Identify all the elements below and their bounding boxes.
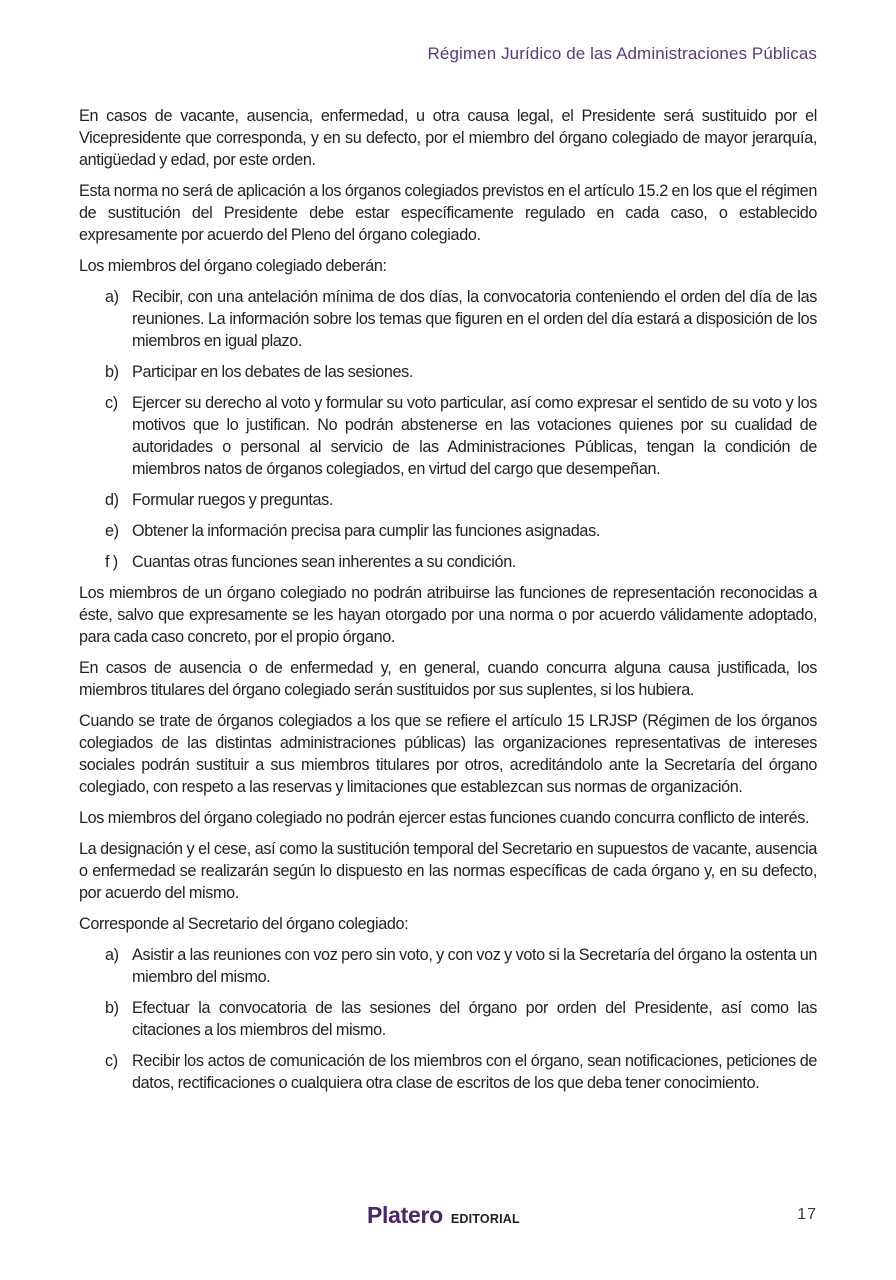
list-item-text: Recibir, con una antelación mínima de dos días, la convocatoria conteniendo el orden del día de las reuniones. La información sobre los temas que figuren en el orden del día estará a disposición de los miembros en igual plazo. — [132, 288, 817, 350]
list-marker: c) — [105, 1052, 118, 1070]
publisher-logo — [367, 1202, 520, 1229]
running-header-title: Régimen Jurídico de las Administraciones Públicas — [427, 44, 817, 63]
list-item-text: Obtener la información precisa para cumplir las funciones asignadas. — [132, 522, 600, 540]
paragraph-secretary-duties-intro: Corresponde al Secretario del órgano colegiado: — [79, 915, 409, 933]
list-item-text: Efectuar la convocatoria de las sesiones del órgano por orden del Presidente, así como las citaciones a los miembros del mismo. — [132, 999, 817, 1039]
paragraph-representation-functions: Los miembros de un órgano colegiado no podrán atribuirse las funciones de representación reconocidas a éste, salvo que expresamente se les hayan otorgado por una norma o por acuerdo válidamente adoptado, para cada caso concreto, por el propio órgano. — [79, 584, 817, 646]
paragraph-substitutes: En casos de ausencia o de enfermedad y, en general, cuando concurra alguna causa justificada, los miembros titulares del órgano colegiado serán sustituidos por sus suplentes, si los hubiera. — [79, 659, 817, 699]
list-item-text: Ejercer su derecho al voto y formular su voto particular, así como expresar el sentido de su voto y los motivos que lo justifican. No podrán abstenerse en las votaciones quienes por su cualidad de autoridades o personal al servicio de las Administraciones Públicas, tengan la condición de miembros natos de órganos colegiados, en virtud del cargo que desempeñan. — [132, 394, 817, 478]
list-item-text: Participar en los debates de las sesiones. — [132, 363, 414, 381]
list-item — [79, 361, 817, 383]
list-marker: b) — [105, 363, 119, 381]
list-item — [79, 286, 817, 352]
list-marker: c) — [105, 394, 118, 412]
list-marker: d) — [105, 491, 119, 509]
list-marker: f ) — [105, 553, 118, 571]
list-item — [79, 520, 817, 542]
list-item — [79, 489, 817, 511]
list-marker: a) — [105, 288, 119, 306]
paragraph-conflict-of-interest: Los miembros del órgano colegiado no podrán ejercer estas funciones cuando concurra conflicto de interés. — [79, 809, 810, 827]
list-item-text: Formular ruegos y preguntas. — [132, 491, 334, 509]
list-item — [79, 944, 817, 988]
list-item — [79, 1050, 817, 1094]
list-item-text: Cuantas otras funciones sean inherentes a su condición. — [132, 553, 516, 571]
list-item — [79, 392, 817, 480]
list-marker: e) — [105, 522, 119, 540]
page-body — [79, 105, 817, 1103]
paragraph-exception-rule: Esta norma no será de aplicación a los órganos colegiados previstos en el artículo 15.2 en los que el régimen de sustitución del Presidente debe estar específicamente regulado en cada caso, o establecido expresamente por acuerdo del Pleno del órgano colegiado. — [79, 182, 817, 244]
list-item-text: Asistir a las reuniones con voz pero sin voto, y con voz y voto si la Secretaría del órgano la ostenta un miembro del mismo. — [132, 946, 817, 986]
list-marker: b) — [105, 999, 119, 1017]
list-marker: a) — [105, 946, 119, 964]
publisher-subtitle: EDITORIAL — [450, 1212, 520, 1226]
paragraph-members-duties-intro: Los miembros del órgano colegiado deberán: — [79, 257, 387, 275]
page-number: 17 — [797, 1206, 817, 1223]
paragraph-president-substitution: En casos de vacante, ausencia, enfermedad, u otra causa legal, el Presidente será sustituido por el Vicepresidente que corresponda, y en su defecto, por el miembro del órgano colegiado de mayor jerarquía, antigüedad y edad, por este orden. — [79, 107, 817, 169]
paragraph-social-organizations: Cuando se trate de órganos colegiados a los que se refiere el artículo 15 LRJSP (Régimen de los órganos colegiados de las distintas administraciones públicas) las organizaciones representativas de intereses sociales podrán sustituir a sus miembros titulares por otros, acreditándolo ante la Secretaría del órgano colegiado, con respeto a las reservas y limitaciones que establezcan sus normas de organización. — [79, 712, 817, 796]
members-duties-list — [79, 286, 817, 573]
paragraph-secretary-designation: La designación y el cese, así como la sustitución temporal del Secretario en supuestos de vacante, ausencia o enfermedad se realizarán según lo dispuesto en las normas específicas de cada órgano y, en su defecto, por acuerdo del mismo. — [79, 840, 817, 902]
list-item-text: Recibir los actos de comunicación de los miembros con el órgano, sean notificaciones, peticiones de datos, rectificaciones o cualquiera otra clase de escritos de los que deba tener conocimiento. — [132, 1052, 817, 1092]
publisher-name: Platero — [367, 1202, 443, 1228]
secretary-duties-list — [79, 944, 817, 1094]
list-item — [79, 997, 817, 1041]
list-item — [79, 551, 817, 573]
